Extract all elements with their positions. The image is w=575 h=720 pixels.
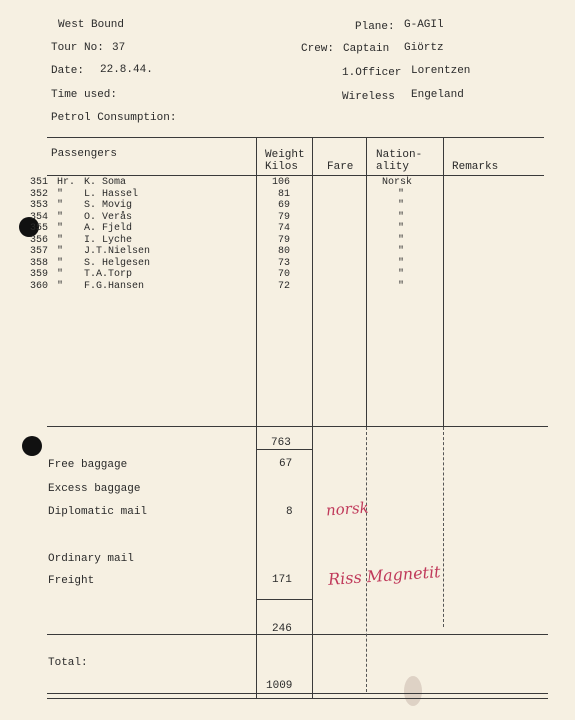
passenger-weight: 69 (278, 200, 291, 211)
weight-sum-rule-2 (256, 599, 312, 600)
date-label: Date: (51, 65, 85, 77)
ordinary-mail-label: Ordinary mail (48, 553, 134, 565)
passenger-nationality: Norsk (382, 177, 413, 188)
passenger-name: K. Soma (84, 177, 127, 188)
passenger-name: S. Movig (84, 200, 133, 211)
passenger-title: " (57, 211, 64, 223)
passenger-name: L. Hassel (84, 188, 139, 200)
passenger-name: O. Verås (84, 211, 133, 223)
officer-name: Lorentzen (411, 65, 471, 77)
subtotal-rule (47, 634, 548, 635)
header-bottom-rule (47, 175, 544, 176)
date-value: 22.8.44. (100, 64, 153, 76)
passenger-title: " (57, 223, 64, 234)
nationality-col-right (443, 137, 444, 427)
passenger-nationality: " (398, 257, 405, 269)
col-header-weight-1: Weight (265, 149, 305, 161)
passenger-no: 352 (30, 188, 49, 200)
passenger-nationality: " (398, 234, 405, 246)
col-header-remarks: Remarks (452, 161, 499, 173)
free-baggage-label: Free baggage (48, 459, 128, 471)
passenger-nationality: " (398, 200, 405, 211)
free-baggage-value: 67 (279, 458, 293, 470)
tour-value: 37 (112, 42, 126, 54)
diplomatic-mail-note: norsk (325, 498, 370, 520)
paper-stain (404, 676, 422, 706)
subtotal-value: 246 (272, 623, 292, 635)
passenger-no: 354 (30, 211, 49, 223)
passenger-name: S. Helgesen (84, 257, 151, 269)
crew-label: Crew: (301, 43, 335, 55)
passenger-weight: 79 (278, 211, 291, 223)
passenger-weight: 79 (278, 234, 291, 246)
passenger-weight-total: 763 (271, 437, 291, 449)
freight-label: Freight (48, 575, 95, 587)
passenger-no: 358 (30, 257, 49, 269)
passenger-name: A. Fjeld (84, 223, 133, 234)
passenger-nationality: " (398, 246, 405, 257)
wireless-label: Wireless (342, 91, 395, 103)
passenger-title: Hr. (57, 177, 76, 188)
nationality-col-right-lower (443, 427, 444, 627)
passenger-title: " (57, 269, 64, 280)
passenger-no: 351 (30, 177, 49, 188)
total-label: Total: (48, 657, 88, 669)
total-value: 1009 (266, 680, 293, 692)
table-top-rule (47, 137, 544, 138)
plane-label: Plane: (355, 21, 395, 33)
freight-value: 171 (272, 574, 292, 586)
excess-baggage-label: Excess baggage (48, 483, 141, 495)
fare-col-right (366, 137, 367, 427)
petrol-label: Petrol Consumption: (51, 112, 177, 124)
passenger-no: 356 (30, 234, 49, 246)
crew-name: Giörtz (404, 42, 444, 54)
passenger-title: " (57, 257, 64, 269)
col-header-weight-2: Kilos (265, 161, 299, 173)
diplomatic-mail-label: Diplomatic mail (48, 506, 148, 518)
weight-sum-rule-1 (256, 449, 312, 450)
passenger-name: I. Lyche (84, 234, 133, 246)
passenger-nationality: " (398, 211, 405, 223)
passenger-no: 360 (30, 280, 49, 292)
passenger-no: 355 (30, 223, 49, 234)
passenger-weight: 74 (278, 223, 291, 234)
total-rule-2 (47, 698, 548, 699)
passenger-title: " (57, 188, 64, 200)
tour-label: Tour No: (51, 42, 104, 54)
diplomatic-mail-value: 8 (286, 506, 293, 518)
passenger-name: F.G.Hansen (84, 280, 145, 292)
fare-col-right-lower (366, 427, 367, 692)
direction: West Bound (58, 19, 125, 31)
col-header-nationality-2: ality (376, 161, 410, 173)
passenger-weight: 73 (278, 257, 291, 269)
col-header-nationality-1: Nation- (376, 149, 423, 161)
passenger-title: " (57, 200, 64, 211)
passenger-no: 353 (30, 200, 49, 211)
col-header-fare: Fare (327, 161, 354, 173)
passenger-title: " (57, 280, 64, 292)
passenger-weight: 80 (278, 246, 291, 257)
col-header-passengers: Passengers (51, 148, 118, 160)
passenger-nationality: " (398, 269, 405, 280)
wireless-name: Engeland (411, 89, 464, 101)
passenger-title: " (57, 234, 64, 246)
section-divider-rule (47, 426, 548, 427)
passenger-weight: 72 (278, 280, 291, 292)
passenger-no: 357 (30, 246, 49, 257)
time-used-label: Time used: (51, 89, 118, 101)
passenger-title: " (57, 246, 64, 257)
weight-col-right (312, 137, 313, 698)
passenger-nationality: " (398, 188, 405, 200)
passenger-nationality: " (398, 223, 405, 234)
passenger-weight: 106 (272, 177, 291, 188)
passenger-weight: 81 (278, 188, 291, 200)
crew-role: Captain (343, 43, 390, 55)
weight-col-left (256, 137, 257, 698)
total-rule-1 (47, 693, 548, 694)
freight-note: Riss Magnetit (327, 562, 442, 589)
punch-hole-bottom (22, 436, 42, 456)
passenger-name: T.A.Torp (84, 269, 133, 280)
passenger-name: J.T.Nielsen (84, 246, 151, 257)
passenger-weight: 70 (278, 269, 291, 280)
passenger-nationality: " (398, 280, 405, 292)
officer-label: 1.Officer (342, 67, 402, 79)
passenger-no: 359 (30, 269, 49, 280)
plane-value: G-AGIl (404, 19, 444, 31)
